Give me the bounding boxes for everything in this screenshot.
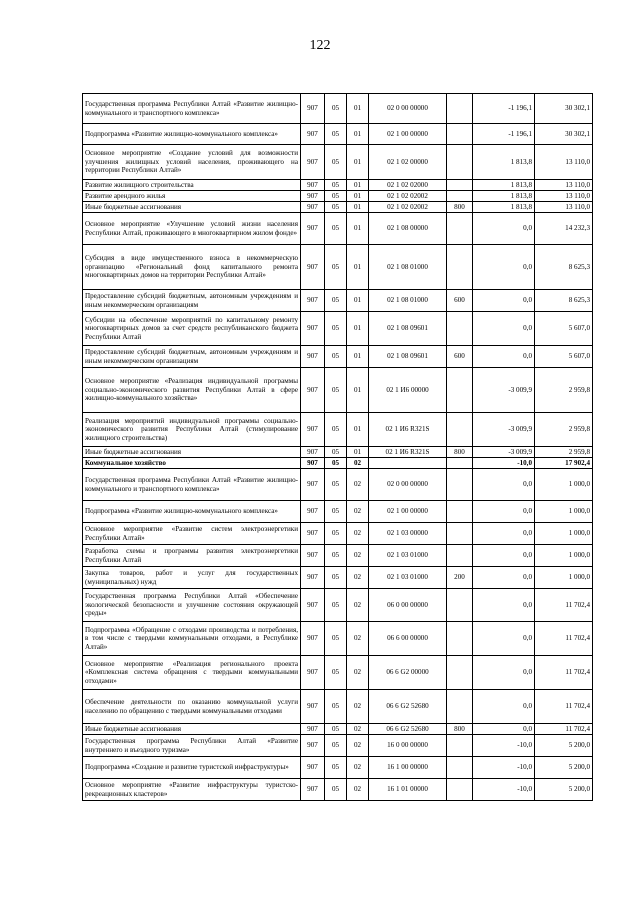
table-row <box>83 124 593 145</box>
row-subsection-code: 01 <box>347 413 369 447</box>
row-name: Реализация мероприятий индивидуальной программы социально-экономического развития Республики Алтай (стимулирование жилищного строительства) <box>83 413 301 447</box>
row-sum-total: 11 702,4 <box>535 589 593 622</box>
row-target-article: 02 1 02 02002 <box>369 202 447 213</box>
row-target-article: 16 1 01 00000 <box>369 779 447 801</box>
row-name: Основное мероприятие «Реализация индивидуальной программы социально-экономического развития Республики Алтай в сфере жилищно-коммунального хозяйства» <box>83 368 301 413</box>
row-expense-type <box>447 245 473 290</box>
row-target-article: 02 1 08 01000 <box>369 290 447 312</box>
table-row <box>83 622 593 656</box>
row-expense-type <box>447 312 473 346</box>
row-sum-total: 11 702,4 <box>535 724 593 735</box>
table-row <box>83 368 593 413</box>
row-section-code: 05 <box>325 589 347 622</box>
row-expense-type <box>447 413 473 447</box>
row-name: Разработка схемы и программы развития электроэнергетики Республики Алтай <box>83 545 301 567</box>
row-sum-total: 13 110,0 <box>535 145 593 180</box>
row-target-article: 06 0 00 00000 <box>369 589 447 622</box>
row-subsection-code: 02 <box>347 724 369 735</box>
row-expense-type <box>447 523 473 545</box>
row-name: Государственная программа Республики Алтай «Обеспечение экологической безопасности и улучшение состояния окружающей среды» <box>83 589 301 622</box>
row-section-code: 05 <box>325 213 347 245</box>
row-expense-type: 800 <box>447 447 473 458</box>
row-subsection-code: 01 <box>347 368 369 413</box>
row-sum-total: 5 200,0 <box>535 735 593 757</box>
row-expense-type: 800 <box>447 724 473 735</box>
row-gr-code: 907 <box>301 94 325 124</box>
row-target-article: 02 1 02 02002 <box>369 191 447 202</box>
row-sum-change: 0,0 <box>473 724 535 735</box>
row-expense-type <box>447 180 473 191</box>
row-gr-code: 907 <box>301 191 325 202</box>
row-section-code: 05 <box>325 447 347 458</box>
table-row <box>83 757 593 779</box>
row-subsection-code: 02 <box>347 589 369 622</box>
row-name: Государственная программа Республики Алтай «Развитие жилищно-коммунального и транспортного комплекса» <box>83 94 301 124</box>
row-sum-change: 0,0 <box>473 656 535 690</box>
row-target-article: 06 6 G2 00000 <box>369 656 447 690</box>
row-section-code: 05 <box>325 94 347 124</box>
row-target-article: 06 6 G2 52680 <box>369 690 447 724</box>
row-sum-change: -3 009,9 <box>473 447 535 458</box>
row-subsection-code: 02 <box>347 458 369 469</box>
table-row <box>83 523 593 545</box>
row-name: Основное мероприятие «Развитие инфраструктуры туристско-рекреационных кластеров» <box>83 779 301 801</box>
row-expense-type <box>447 368 473 413</box>
row-target-article: 02 1 02 00000 <box>369 145 447 180</box>
row-sum-total: 1 000,0 <box>535 545 593 567</box>
row-section-code: 05 <box>325 368 347 413</box>
row-subsection-code: 01 <box>347 213 369 245</box>
row-target-article: 02 1 И6 R321S <box>369 413 447 447</box>
row-subsection-code: 02 <box>347 545 369 567</box>
row-gr-code: 907 <box>301 213 325 245</box>
row-expense-type <box>447 545 473 567</box>
row-target-article: 16 0 00 00000 <box>369 735 447 757</box>
row-section-code: 05 <box>325 458 347 469</box>
row-subsection-code: 01 <box>347 245 369 290</box>
row-target-article: 02 1 08 09601 <box>369 346 447 368</box>
row-section-code: 05 <box>325 735 347 757</box>
row-sum-total: 8 625,3 <box>535 290 593 312</box>
row-gr-code: 907 <box>301 690 325 724</box>
row-subsection-code: 01 <box>347 312 369 346</box>
row-name: Субсидия в виде имущественного взноса в некоммерческую организацию «Региональный фонд капитального ремонта многоквартирных домов на территории Республики Алтай» <box>83 245 301 290</box>
table-row <box>83 213 593 245</box>
row-sum-change: -10,0 <box>473 735 535 757</box>
row-expense-type: 800 <box>447 202 473 213</box>
row-gr-code: 907 <box>301 413 325 447</box>
row-sum-change: -1 196,1 <box>473 124 535 145</box>
row-expense-type: 600 <box>447 290 473 312</box>
row-section-code: 05 <box>325 346 347 368</box>
table-row <box>83 346 593 368</box>
row-gr-code: 907 <box>301 523 325 545</box>
row-sum-change: -10,0 <box>473 757 535 779</box>
row-gr-code: 907 <box>301 180 325 191</box>
row-section-code: 05 <box>325 145 347 180</box>
row-sum-total: 5 200,0 <box>535 757 593 779</box>
row-expense-type <box>447 213 473 245</box>
table-row <box>83 245 593 290</box>
row-sum-change: -3 009,9 <box>473 368 535 413</box>
row-expense-type <box>447 757 473 779</box>
table-row <box>83 447 593 458</box>
row-sum-change: 0,0 <box>473 567 535 589</box>
row-name: Подпрограмма «Обращение с отходами производства и потребления, в том числе с твердыми коммунальными отходами, в Республике Алтай» <box>83 622 301 656</box>
row-subsection-code: 01 <box>347 124 369 145</box>
row-name: Основное мероприятие «Реализация регионального проекта «Комплексная система обращения с твердыми коммунальными отходами» <box>83 656 301 690</box>
row-section-code: 05 <box>325 202 347 213</box>
row-expense-type <box>447 622 473 656</box>
row-sum-total: 13 110,0 <box>535 202 593 213</box>
row-subsection-code: 02 <box>347 690 369 724</box>
row-sum-change: 0,0 <box>473 545 535 567</box>
row-target-article: 02 1 00 00000 <box>369 501 447 523</box>
row-sum-change: 0,0 <box>473 213 535 245</box>
row-section-code: 05 <box>325 523 347 545</box>
row-section-code: 05 <box>325 124 347 145</box>
row-sum-change: 0,0 <box>473 501 535 523</box>
row-gr-code: 907 <box>301 622 325 656</box>
row-sum-change: -3 009,9 <box>473 413 535 447</box>
row-sum-total: 11 702,4 <box>535 656 593 690</box>
row-gr-code: 907 <box>301 346 325 368</box>
row-subsection-code: 01 <box>347 447 369 458</box>
row-name: Подпрограмма «Развитие жилищно-коммунального комплекса» <box>83 501 301 523</box>
row-section-code: 05 <box>325 245 347 290</box>
row-expense-type <box>447 735 473 757</box>
row-gr-code: 907 <box>301 589 325 622</box>
row-sum-change: 1 813,8 <box>473 191 535 202</box>
row-gr-code: 907 <box>301 469 325 501</box>
table-row <box>83 458 593 469</box>
row-target-article: 02 1 02 02000 <box>369 180 447 191</box>
row-gr-code: 907 <box>301 501 325 523</box>
row-target-article: 02 1 И6 00000 <box>369 368 447 413</box>
row-sum-change: 1 813,8 <box>473 180 535 191</box>
table-row <box>83 413 593 447</box>
row-target-article: 02 1 08 09601 <box>369 312 447 346</box>
row-name: Иные бюджетные ассигнования <box>83 724 301 735</box>
row-subsection-code: 02 <box>347 469 369 501</box>
row-sum-change: 0,0 <box>473 622 535 656</box>
row-sum-total: 5 607,0 <box>535 346 593 368</box>
row-subsection-code: 02 <box>347 622 369 656</box>
row-gr-code: 907 <box>301 290 325 312</box>
row-gr-code: 907 <box>301 757 325 779</box>
row-sum-total: 13 110,0 <box>535 191 593 202</box>
row-target-article <box>369 458 447 469</box>
row-section-code: 05 <box>325 757 347 779</box>
row-gr-code: 907 <box>301 656 325 690</box>
row-section-code: 05 <box>325 779 347 801</box>
row-gr-code: 907 <box>301 368 325 413</box>
table-row <box>83 312 593 346</box>
row-section-code: 05 <box>325 413 347 447</box>
row-name: Развитие жилищного строительства <box>83 180 301 191</box>
row-sum-change: -10,0 <box>473 779 535 801</box>
row-sum-total: 11 702,4 <box>535 690 593 724</box>
row-gr-code: 907 <box>301 202 325 213</box>
row-target-article: 02 1 00 00000 <box>369 124 447 145</box>
table-row <box>83 656 593 690</box>
row-name: Обеспечение деятельности по оказанию коммунальной услуги населению по обращению с твердыми коммунальными отходами <box>83 690 301 724</box>
row-sum-change: 0,0 <box>473 469 535 501</box>
row-expense-type <box>447 779 473 801</box>
row-gr-code: 907 <box>301 124 325 145</box>
row-subsection-code: 01 <box>347 290 369 312</box>
row-sum-total: 1 000,0 <box>535 567 593 589</box>
row-target-article: 02 1 03 01000 <box>369 567 447 589</box>
row-sum-total: 1 000,0 <box>535 501 593 523</box>
table-row <box>83 145 593 180</box>
row-sum-change: 0,0 <box>473 290 535 312</box>
row-name: Развитие арендного жилья <box>83 191 301 202</box>
row-gr-code: 907 <box>301 567 325 589</box>
row-section-code: 05 <box>325 469 347 501</box>
row-sum-change: 0,0 <box>473 346 535 368</box>
row-name: Иные бюджетные ассигнования <box>83 447 301 458</box>
row-target-article: 02 1 И6 R321S <box>369 447 447 458</box>
row-sum-total: 8 625,3 <box>535 245 593 290</box>
row-subsection-code: 01 <box>347 94 369 124</box>
row-sum-total: 11 702,4 <box>535 622 593 656</box>
row-expense-type <box>447 124 473 145</box>
row-sum-total: 30 302,1 <box>535 124 593 145</box>
table-row <box>83 180 593 191</box>
row-subsection-code: 02 <box>347 523 369 545</box>
row-sum-change: 0,0 <box>473 523 535 545</box>
row-name: Коммунальное хозяйство <box>83 458 301 469</box>
table-row <box>83 724 593 735</box>
row-section-code: 05 <box>325 191 347 202</box>
row-section-code: 05 <box>325 312 347 346</box>
row-name: Государственная программа Республики Алтай «Развитие внутреннего и въездного туризма» <box>83 735 301 757</box>
budget-table <box>82 93 593 801</box>
row-gr-code: 907 <box>301 779 325 801</box>
row-gr-code: 907 <box>301 312 325 346</box>
row-sum-change: 0,0 <box>473 589 535 622</box>
row-gr-code: 907 <box>301 735 325 757</box>
table-row <box>83 202 593 213</box>
row-name: Иные бюджетные ассигнования <box>83 202 301 213</box>
row-sum-total: 30 302,1 <box>535 94 593 124</box>
row-subsection-code: 02 <box>347 757 369 779</box>
row-name: Государственная программа Республики Алтай «Развитие жилищно-коммунального и транспортного комплекса» <box>83 469 301 501</box>
row-sum-total: 5 607,0 <box>535 312 593 346</box>
table-row <box>83 290 593 312</box>
row-section-code: 05 <box>325 656 347 690</box>
row-sum-change: 0,0 <box>473 690 535 724</box>
row-name: Предоставление субсидий бюджетным, автономным учреждениям и иным некоммерческим организациям <box>83 346 301 368</box>
row-target-article: 02 0 00 00000 <box>369 94 447 124</box>
row-sum-change: 1 813,8 <box>473 145 535 180</box>
row-expense-type <box>447 145 473 180</box>
row-expense-type: 600 <box>447 346 473 368</box>
row-target-article: 06 6 00 00000 <box>369 622 447 656</box>
row-name: Основное мероприятие «Развитие систем электроэнергетики Республики Алтай» <box>83 523 301 545</box>
row-gr-code: 907 <box>301 545 325 567</box>
row-target-article: 02 1 03 01000 <box>369 545 447 567</box>
row-target-article: 02 1 08 00000 <box>369 213 447 245</box>
row-expense-type <box>447 501 473 523</box>
table-row <box>83 779 593 801</box>
row-subsection-code: 02 <box>347 501 369 523</box>
row-name: Закупка товаров, работ и услуг для государственных (муниципальных) нужд <box>83 567 301 589</box>
row-section-code: 05 <box>325 622 347 656</box>
row-section-code: 05 <box>325 690 347 724</box>
row-subsection-code: 01 <box>347 202 369 213</box>
table-row <box>83 469 593 501</box>
table-row <box>83 567 593 589</box>
row-expense-type <box>447 94 473 124</box>
row-sum-total: 2 959,8 <box>535 413 593 447</box>
row-sum-total: 1 000,0 <box>535 523 593 545</box>
row-name: Основное мероприятие «Улучшение условий жизни населения Республики Алтай, проживающего в многоквартирном жилом фонде» <box>83 213 301 245</box>
row-sum-total: 17 902,4 <box>535 458 593 469</box>
row-sum-total: 5 200,0 <box>535 779 593 801</box>
row-section-code: 05 <box>325 545 347 567</box>
table-row <box>83 94 593 124</box>
row-sum-total: 2 959,8 <box>535 447 593 458</box>
row-name: Подпрограмма «Развитие жилищно-коммунального комплекса» <box>83 124 301 145</box>
row-sum-total: 13 110,0 <box>535 180 593 191</box>
table-row <box>83 690 593 724</box>
table-row <box>83 191 593 202</box>
row-target-article: 02 1 08 01000 <box>369 245 447 290</box>
row-sum-change: -10,0 <box>473 458 535 469</box>
row-target-article: 02 0 00 00000 <box>369 469 447 501</box>
row-name: Основное мероприятие «Создание условий для возможности улучшения жилищных условий населения, проживающего на территории Республики Алтай» <box>83 145 301 180</box>
row-subsection-code: 02 <box>347 735 369 757</box>
row-sum-change: 0,0 <box>473 245 535 290</box>
row-sum-change: -1 196,1 <box>473 94 535 124</box>
row-target-article: 16 1 00 00000 <box>369 757 447 779</box>
table-row <box>83 501 593 523</box>
row-gr-code: 907 <box>301 447 325 458</box>
row-sum-change: 1 813,8 <box>473 202 535 213</box>
row-expense-type <box>447 458 473 469</box>
row-sum-total: 2 959,8 <box>535 368 593 413</box>
row-sum-total: 1 000,0 <box>535 469 593 501</box>
table-row <box>83 735 593 757</box>
row-section-code: 05 <box>325 567 347 589</box>
row-name: Субсидии на обеспечение мероприятий по капитальному ремонту многоквартирных домов за счет средств республиканского бюджета Республики Алтай <box>83 312 301 346</box>
row-expense-type <box>447 191 473 202</box>
row-subsection-code: 01 <box>347 346 369 368</box>
row-gr-code: 907 <box>301 245 325 290</box>
row-subsection-code: 02 <box>347 656 369 690</box>
table-row <box>83 589 593 622</box>
row-sum-total: 14 232,3 <box>535 213 593 245</box>
row-gr-code: 907 <box>301 458 325 469</box>
row-gr-code: 907 <box>301 724 325 735</box>
row-expense-type <box>447 469 473 501</box>
row-name: Подпрограмма «Создание и развитие туристской инфраструктуры» <box>83 757 301 779</box>
table-row <box>83 545 593 567</box>
row-section-code: 05 <box>325 724 347 735</box>
row-target-article: 06 6 G2 52680 <box>369 724 447 735</box>
row-target-article: 02 1 03 00000 <box>369 523 447 545</box>
row-subsection-code: 01 <box>347 145 369 180</box>
row-expense-type: 200 <box>447 567 473 589</box>
row-section-code: 05 <box>325 290 347 312</box>
row-section-code: 05 <box>325 180 347 191</box>
row-name: Предоставление субсидий бюджетным, автономным учреждениям и иным некоммерческим организациям <box>83 290 301 312</box>
row-subsection-code: 02 <box>347 779 369 801</box>
row-section-code: 05 <box>325 501 347 523</box>
row-expense-type <box>447 589 473 622</box>
row-expense-type <box>447 690 473 724</box>
row-subsection-code: 01 <box>347 180 369 191</box>
row-sum-change: 0,0 <box>473 312 535 346</box>
row-subsection-code: 02 <box>347 567 369 589</box>
row-gr-code: 907 <box>301 145 325 180</box>
row-expense-type <box>447 656 473 690</box>
row-subsection-code: 01 <box>347 191 369 202</box>
page-number: 122 <box>309 38 331 53</box>
